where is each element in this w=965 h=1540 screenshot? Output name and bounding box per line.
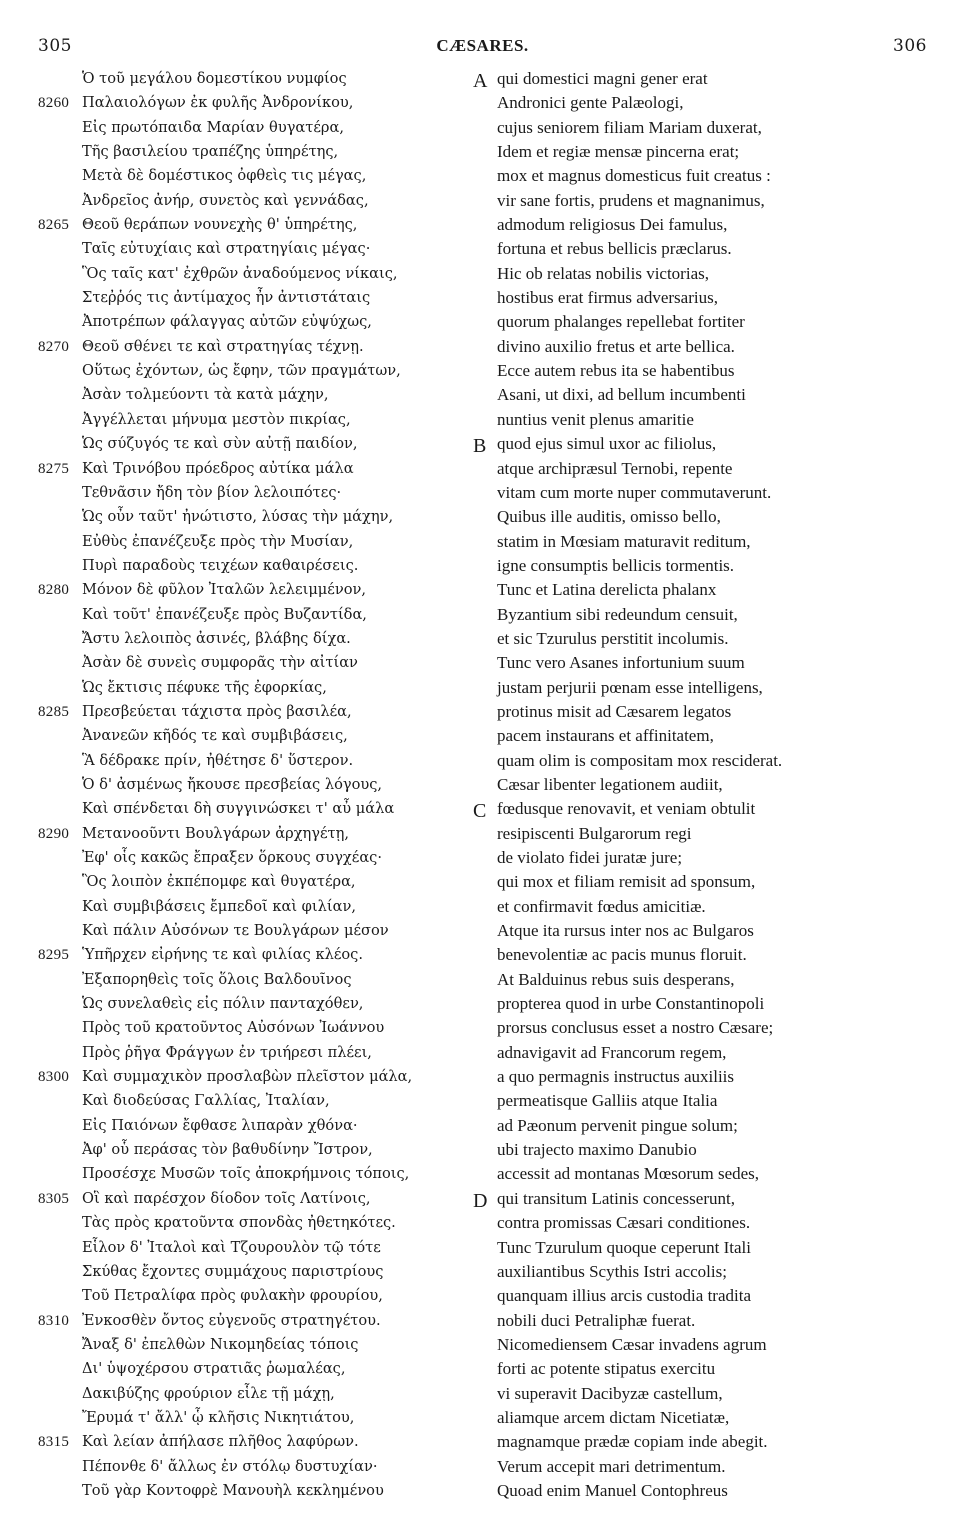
latin-verse-line (483, 457, 953, 481)
greek-verse-text: Ὁ τοῦ μεγάλου δομεστίκου νυμφίος (82, 70, 347, 87)
greek-verse-line (0, 1016, 470, 1040)
greek-verse-text: Οἳ καὶ παρέσχον δίοδον τοῖς Λατίνοις, (82, 1189, 371, 1207)
greek-verse-text: Θεοῦ θεράπων νουνεχὴς θ' ὑπηρέτης, (82, 216, 358, 234)
greek-verse-line (0, 1089, 470, 1113)
greek-verse-text: Τοῦ γὰρ Κοντοφρὲ Μανουὴλ κεκλημένου (82, 1481, 384, 1499)
verse-number: 8260 (38, 95, 70, 112)
greek-verse-line (0, 1333, 470, 1357)
greek-verse-text: Θεοῦ σθένει τε καὶ στρατηγίας τέχνῃ. (82, 337, 364, 355)
verse-number: 8300 (38, 1069, 70, 1086)
latin-verse-line (483, 700, 953, 724)
greek-verse-line (0, 432, 470, 456)
latin-verse-line (483, 1114, 953, 1138)
verse-number: 8290 (38, 825, 70, 842)
latin-verse-text: nobili duci Petraliphæ fuerat. (497, 1310, 696, 1330)
latin-verse-line (483, 116, 953, 140)
latin-verse-line (483, 724, 953, 748)
greek-verse-text: Ἄστυ λελοιπὸς ἀσινές, βλάβης δίχα. (82, 629, 351, 647)
greek-verse-line (0, 797, 470, 821)
latin-verse-line (483, 1479, 953, 1503)
greek-verse-line (0, 870, 470, 894)
greek-verse-line (0, 603, 470, 627)
greek-verse-line (0, 91, 470, 115)
latin-verse-line (483, 262, 953, 286)
latin-verse-text: adnavigavit ad Francorum regem, (497, 1042, 727, 1062)
latin-verse-line (483, 237, 953, 261)
latin-verse-line (483, 1211, 953, 1235)
greek-verse-line (0, 530, 470, 554)
verse-number: 8275 (38, 460, 70, 477)
greek-verse-line (0, 1430, 470, 1454)
latin-verse-text: prorsus conclusus esset a nostro Cæsare; (497, 1018, 774, 1038)
latin-verse-line (483, 1309, 953, 1333)
greek-verse-text: Ὃς λοιπὸν ἐκπέπομφε καὶ θυγατέρα, (82, 873, 356, 891)
verse-number: 8305 (38, 1190, 70, 1207)
greek-verse-line (0, 359, 470, 383)
latin-verse-text: hostibus erat firmus adversarius, (497, 288, 718, 308)
latin-verse-text: justam perjurii pœnam esse intelligens, (497, 677, 763, 697)
latin-verse-text: a quo permagnis instructus auxiliis (497, 1067, 735, 1087)
greek-verse-line (0, 481, 470, 505)
greek-verse-text: Σκύθας ἔχοντες συμμάχους παριστρίους (82, 1262, 384, 1280)
greek-verse-text: Ὃς ταῖς κατ' ἐχθρῶν ἀναδούμενος νίκαις, (82, 264, 398, 282)
latin-verse-text: accessit ad montanas Mœsorum sedes, (497, 1164, 760, 1184)
greek-verse-line (0, 237, 470, 261)
greek-verse-line (0, 383, 470, 407)
latin-verse-text: ubi trajecto maximo Danubio (497, 1140, 697, 1160)
greek-verse-text: Πέπονθε δ' ἄλλως ἐν στόλῳ δυστυχίαν· (82, 1457, 378, 1475)
greek-verse-text: Τῆς βασιλείου τραπέζης ὑπηρέτης, (82, 143, 339, 161)
latin-verse-text: contra promissas Cæsari conditiones. (497, 1213, 751, 1233)
greek-verse-text: Ἐφ' οἷς κακῶς ἔπραξεν ὅρκους συγχέας· (82, 849, 382, 866)
greek-verse-text: Ὡς ἔκτισις πέφυκε τῆς ἐφορκίας, (82, 678, 327, 696)
greek-verse-text: Προσέσχε Μυσῶν τοῖς ἀποκρήμνοις τόποις, (82, 1165, 410, 1183)
greek-verse-text: Τὰς πρὸς κρατοῦντα σπονδὰς ἠθετηκότες. (82, 1214, 396, 1232)
greek-verse-text: Ἀνδρεῖος ἀνήρ, συνετὸς καὶ γεννάδας, (82, 191, 369, 209)
latin-verse-text: protinus misit ad Cæsarem legatos (497, 701, 732, 721)
latin-verse-text: permeatisque Galliis atque Italia (497, 1091, 718, 1111)
greek-verse-line (0, 846, 470, 870)
greek-verse-text: Μετανοοῦντι Βουλγάρων ἀρχηγέτῃ, (82, 824, 350, 842)
greek-verse-text: Πρὸς ῥῆγα Φράγγων ἐν τριήρεσι πλέει, (82, 1043, 372, 1061)
greek-verse-line (0, 67, 470, 91)
greek-verse-line (0, 895, 470, 919)
latin-verse-text: vi superavit Dacibyzæ castellum, (497, 1383, 723, 1403)
greek-verse-text: Ὡς οὖν ταῦτ' ἠνώτιστο, λύσας τὴν μάχην, (82, 508, 394, 526)
latin-verse-text: vir sane fortis, prudens et magnanimus, (497, 190, 765, 210)
latin-verse-text: qui domestici magni gener erat (497, 69, 708, 88)
greek-verse-text: Εὐθὺς ἐπανέζευξε πρὸς τὴν Μυσίαν, (82, 532, 354, 550)
greek-verse-text: Ὡς σύζυγός τε καὶ σὺν αὐτῇ παιδίον, (82, 435, 358, 453)
greek-verse-text: Καὶ τοῦτ' ἐπανέζευξε πρὸς Βυζαντίδα, (82, 605, 367, 623)
latin-verse-text: divino auxilio fretus et arte bellica. (497, 336, 735, 356)
latin-verse-line (483, 189, 953, 213)
latin-verse-line (483, 1138, 953, 1162)
greek-verse-text: Ἀσὰν τολμεύοντι τὰ κατὰ μάχην, (82, 386, 329, 404)
latin-verse-line (483, 1406, 953, 1430)
greek-verse-line (0, 116, 470, 140)
greek-verse-text: Δακιβύζης φρούριον εἷλε τῇ μάχῃ, (82, 1384, 335, 1402)
latin-verse-line (483, 676, 953, 700)
latin-verse-line (483, 91, 953, 115)
greek-verse-text: Τεθνᾶσιν ἤδη τὸν βίον λελοιπότες· (82, 483, 342, 501)
latin-verse-text: Quibus ille auditis, omisso bello, (497, 507, 721, 527)
greek-verse-text: Ὡς συνελαθεὶς εἰς πόλιν πανταχόθεν, (82, 995, 364, 1013)
greek-verse-line (0, 1065, 470, 1089)
greek-verse-text: Παλαιολόγων ἐκ φυλῆς Ἀνδρονίκου, (82, 94, 354, 112)
greek-verse-text: Πρὸς τοῦ κρατοῦντος Αὐσόνων Ἰωάννου (82, 1019, 385, 1037)
latin-verse-line (483, 603, 953, 627)
greek-verse-text: Στεῤῥός τις ἀντίμαχος ἦν ἀντιστάταις (82, 289, 371, 307)
greek-verse-line (0, 919, 470, 943)
greek-verse-text: Ὑπῆρχεν εἰρήνης τε καὶ φιλίας κλέος. (82, 946, 363, 964)
greek-verse-line (0, 749, 470, 773)
greek-verse-text: Ἀφ' οὗ περάσας τὸν βαθυδίνην Ἴστρον, (82, 1141, 373, 1159)
greek-verse-text: Μετὰ δὲ δομέστικος ὀφθεὶς τις μέγας, (82, 167, 367, 185)
latin-verse-line (483, 1041, 953, 1065)
greek-verse-text: Τοῦ Πετραλίφα πρὸς φυλακὴν φρουρίου, (82, 1287, 383, 1305)
latin-verse-line (483, 383, 953, 407)
latin-verse-text: nuntius venit plenus amaritie (497, 409, 694, 429)
greek-verse-line (0, 1455, 470, 1479)
greek-verse-text: Εἰς Παιόνων ἔφθασε λιπαρὰν χθόνα· (82, 1116, 358, 1134)
latin-verse-text: mox et magnus domesticus fuit creatus : (497, 166, 771, 186)
latin-verse-line (483, 213, 953, 237)
greek-verse-text: Ἐξαπορηθεὶς τοῖς ὅλοις Βαλδουῖνος (82, 970, 352, 988)
greek-verse-text: Εἰς πρωτόπαιδα Μαρίαν θυγατέρα, (82, 118, 344, 136)
latin-verse-line (483, 1162, 953, 1186)
greek-verse-text: Εἷλον δ' Ἰταλοὶ καὶ Τζουρουλὸν τῷ τότε (82, 1238, 381, 1256)
latin-verse-text: admodum religiosus Dei famulus, (497, 215, 728, 235)
latin-verse-text: Asani, ut dixi, ad bellum incumbenti (497, 385, 746, 405)
latin-verse-text: qui mox et filiam remisit ad sponsum, (497, 872, 756, 892)
latin-verse-text: Byzantium sibi redeundum censuit, (497, 604, 738, 624)
greek-verse-line (0, 335, 470, 359)
latin-verse-line (483, 919, 953, 943)
greek-verse-line (0, 676, 470, 700)
greek-verse-line (0, 822, 470, 846)
latin-verse-text: Atque ita rursus inter nos ac Bulgaros (497, 921, 754, 941)
latin-verse-text: Hic ob relatas nobilis victorias, (497, 263, 709, 283)
latin-verse-line (483, 1089, 953, 1113)
latin-verse-text: Quoad enim Manuel Contophreus (497, 1480, 728, 1500)
latin-verse-line (483, 1333, 953, 1357)
latin-verse-line (483, 554, 953, 578)
section-marker: A (473, 70, 488, 92)
verse-number: 8310 (38, 1312, 70, 1329)
latin-verse-line (483, 505, 953, 529)
latin-translation-column (473, 67, 953, 1503)
verse-number: 8265 (38, 217, 70, 234)
latin-verse-line (483, 1455, 953, 1479)
greek-verse-line (0, 1406, 470, 1430)
greek-verse-text: Ἄναξ δ' ἐπελθὼν Νικομηδείας τόποις (82, 1335, 359, 1353)
greek-verse-text: Μόνον δὲ φῦλον Ἰταλῶν λελειμμένον, (82, 581, 367, 599)
latin-verse-line (483, 1236, 953, 1260)
latin-verse-text: quanquam illius arcis custodia tradita (497, 1286, 751, 1306)
latin-verse-text: Idem et regiæ mensæ pincerna erat; (497, 142, 740, 162)
latin-verse-text: atque archipræsul Ternobi, repente (497, 458, 733, 478)
latin-verse-line (483, 1430, 953, 1454)
greek-verse-line (0, 1284, 470, 1308)
greek-verse-line (0, 1041, 470, 1065)
greek-verse-line (0, 700, 470, 724)
greek-verse-text: Οὕτως ἐχόντων, ὡς ἔφην, τῶν πραγμάτων, (82, 362, 401, 380)
latin-verse-text: At Balduinus rebus suis desperans, (497, 969, 735, 989)
latin-verse-text: de violato fidei juratæ jure; (497, 848, 683, 867)
verse-number: 8270 (38, 338, 70, 355)
latin-verse-line (483, 870, 953, 894)
latin-verse-text: resipiscenti Bulgarorum regi (497, 823, 692, 843)
latin-verse-text: magnamque prædæ copiam inde abegit. (497, 1432, 768, 1452)
greek-verse-text: Ἐνκοσθὲν ὄντος εὐγενοῦς στρατηγέτου. (82, 1311, 381, 1329)
page-number-right: 306 (893, 36, 927, 56)
latin-verse-text: aliamque arcem dictam Nicetiatæ, (497, 1407, 730, 1427)
latin-verse-line (483, 164, 953, 188)
greek-verse-line (0, 1162, 470, 1186)
running-title: CÆSARES. (436, 36, 529, 55)
greek-verse-text: Καὶ σπένδεται δὴ συγγινώσκει τ' αὖ μάλα (82, 800, 395, 818)
latin-verse-line (483, 1065, 953, 1089)
latin-verse-text: quod ejus simul uxor ac filiolus, (497, 434, 717, 454)
greek-verse-text: Ἀσὰν δὲ συνεὶς συμφορᾶς τὴν αἰτίαν (82, 654, 358, 672)
verse-number: 8315 (38, 1434, 70, 1451)
greek-verse-line (0, 1138, 470, 1162)
latin-verse-text: quorum phalanges repellebat fortiter (497, 312, 745, 332)
greek-verse-line (0, 1114, 470, 1138)
latin-verse-line (473, 432, 953, 458)
latin-verse-line (483, 1284, 953, 1308)
greek-verse-line (0, 1357, 470, 1381)
greek-verse-line (0, 943, 470, 967)
greek-verse-line (0, 1309, 470, 1333)
latin-verse-line (483, 773, 953, 797)
greek-verse-line (0, 724, 470, 748)
greek-verse-text: Πυρὶ παραδοὺς τειχέων καθαιρέσεις. (82, 556, 359, 574)
verse-number: 8295 (38, 947, 70, 964)
greek-verse-line (0, 1187, 470, 1211)
greek-verse-line (0, 505, 470, 529)
latin-verse-text: Ecce autem rebus ita se habentibus (497, 361, 735, 381)
latin-verse-text: fœdusque renovavit, et veniam obtulit (497, 799, 756, 819)
latin-verse-line (473, 797, 953, 823)
greek-verse-line (0, 1260, 470, 1284)
latin-verse-line (483, 1260, 953, 1284)
greek-verse-line (0, 627, 470, 651)
latin-verse-line (483, 992, 953, 1016)
verse-number: 8285 (38, 703, 70, 720)
greek-verse-line (0, 457, 470, 481)
latin-verse-line (483, 749, 953, 773)
greek-verse-text: Καὶ Τρινόβου πρόεδρος αὐτίκα μάλα (82, 459, 354, 477)
latin-verse-text: et confirmavit fœdus amicitiæ. (497, 896, 706, 916)
latin-verse-text: Nicomediensem Cæsar invadens agrum (497, 1334, 767, 1354)
latin-verse-text: propterea quod in urbe Constantinopoli (497, 994, 765, 1014)
latin-verse-line (483, 359, 953, 383)
greek-verse-text: Καὶ συμμαχικὸν προσλαβὼν πλεῖστον μάλα, (82, 1068, 413, 1086)
latin-verse-line (473, 67, 953, 92)
greek-verse-line (0, 408, 470, 432)
latin-verse-text: Tunc Tzurulum quoque ceperunt Itali (497, 1237, 752, 1257)
section-marker: B (473, 435, 487, 458)
greek-verse-text: Ταῖς εὐτυχίαις καὶ στρατηγίαις μέγας· (82, 240, 371, 258)
greek-verse-line (0, 992, 470, 1016)
greek-verse-line (0, 968, 470, 992)
greek-verse-line (0, 164, 470, 188)
latin-verse-line (483, 627, 953, 651)
latin-verse-text: Verum accepit mari detrimentum. (497, 1456, 726, 1476)
greek-verse-line (0, 651, 470, 675)
greek-verse-line (0, 554, 470, 578)
greek-verse-text: Πρεσβεύεται τάχιστα πρὸς βασιλέα, (82, 702, 352, 720)
greek-verse-line (0, 1382, 470, 1406)
latin-verse-text: cujus seniorem filiam Mariam duxerat, (497, 117, 762, 137)
verse-number: 8280 (38, 582, 70, 599)
latin-verse-text: Tunc vero Asanes infortunium suum (497, 653, 745, 673)
greek-verse-text: Ἀποτρέπων φάλαγγας αὐτῶν εὐψύχως, (82, 313, 372, 331)
latin-verse-line (483, 578, 953, 602)
section-marker: C (473, 800, 487, 823)
latin-verse-text: et sic Tzurulus perstitit incolumis. (497, 628, 729, 648)
latin-verse-text: Cæsar libenter legationem audiit, (497, 774, 723, 794)
latin-verse-line (483, 140, 953, 164)
greek-verse-text: Καὶ πάλιν Αὐσόνων τε Βουλγάρων μέσον (82, 922, 389, 940)
latin-verse-text: ad Pæonum pervenit pingue solum; (497, 1115, 738, 1135)
greek-verse-text: Ἀνανεῶν κῆδός τε καὶ συμβιβάσεις, (82, 727, 348, 745)
greek-verse-text: Καὶ διοδεύσας Γαλλίας, Ἰταλίαν, (82, 1092, 330, 1110)
greek-verse-line (0, 213, 470, 237)
greek-verse-line (0, 140, 470, 164)
greek-verse-text: Δι' ὑψοχέρσου στρατιᾶς ῥωμαλέας, (82, 1360, 346, 1378)
latin-verse-text: auxiliantibus Scythis Istri accolis; (497, 1261, 727, 1281)
latin-verse-text: igne consumptis bellicis tormentis. (497, 555, 735, 575)
latin-verse-text: vitam cum morte nuper commutaverunt. (497, 482, 772, 502)
latin-verse-line (483, 408, 953, 432)
latin-verse-text: Andronici gente Palæologi, (497, 93, 684, 113)
greek-verse-line (0, 1211, 470, 1235)
greek-verse-text: Ἔρυμά τ' ἄλλ' ᾧ κλῆσις Νικητιάτου, (82, 1408, 355, 1426)
greek-verse-line (0, 578, 470, 602)
latin-verse-line (483, 1382, 953, 1406)
latin-verse-line (483, 968, 953, 992)
greek-verse-text: Ὁ δ' ἀσμένως ἤκουσε πρεσβείας λόγους, (82, 775, 383, 793)
latin-verse-line (483, 846, 953, 870)
latin-verse-line (483, 310, 953, 334)
greek-verse-line (0, 189, 470, 213)
section-marker: D (473, 1189, 488, 1212)
latin-verse-line (483, 286, 953, 310)
latin-verse-text: pacem instaurans et affinitatem, (497, 726, 714, 746)
latin-verse-line (483, 651, 953, 675)
greek-verse-text: Καὶ λείαν ἀπήλασε πλῆθος λαφύρων. (82, 1433, 359, 1451)
latin-verse-line (483, 822, 953, 846)
greek-verse-line (0, 262, 470, 286)
latin-verse-text: qui transitum Latinis concesserunt, (497, 1188, 735, 1208)
greek-text-column (0, 67, 470, 1503)
latin-verse-line (483, 943, 953, 967)
greek-verse-line (0, 773, 470, 797)
greek-verse-line (0, 1236, 470, 1260)
latin-verse-text: fortuna et rebus bellicis præclarus. (497, 239, 732, 259)
latin-verse-text: Tunc et Latina derelicta phalanx (497, 580, 717, 600)
greek-verse-text: Καὶ συμβιβάσεις ἔμπεδοῖ καὶ φιλίαν, (82, 897, 356, 915)
greek-verse-line (0, 310, 470, 334)
greek-verse-text: Ἀγγέλλεται μήνυμα μεστὸν πικρίας, (82, 410, 351, 428)
latin-verse-line (483, 335, 953, 359)
page-number-left: 305 (38, 36, 72, 56)
latin-verse-line (483, 481, 953, 505)
latin-verse-text: benevolentiæ ac pacis munus floruit. (497, 945, 747, 965)
latin-verse-text: forti ac potente stipatus exercitu (497, 1359, 716, 1379)
latin-verse-line (483, 895, 953, 919)
latin-verse-line (473, 1187, 953, 1212)
latin-verse-text: statim in Mœsiam maturavit reditum, (497, 531, 751, 551)
greek-verse-line (0, 1479, 470, 1503)
greek-verse-line (0, 286, 470, 310)
latin-verse-line (483, 1016, 953, 1040)
latin-verse-line (483, 530, 953, 554)
latin-verse-line (483, 1357, 953, 1381)
latin-verse-text: quam olim is compositam mox resciderat. (497, 750, 783, 770)
greek-verse-text: Ἃ δέδρακε πρίν, ἠθέτησε δ' ὕστερον. (82, 751, 354, 769)
